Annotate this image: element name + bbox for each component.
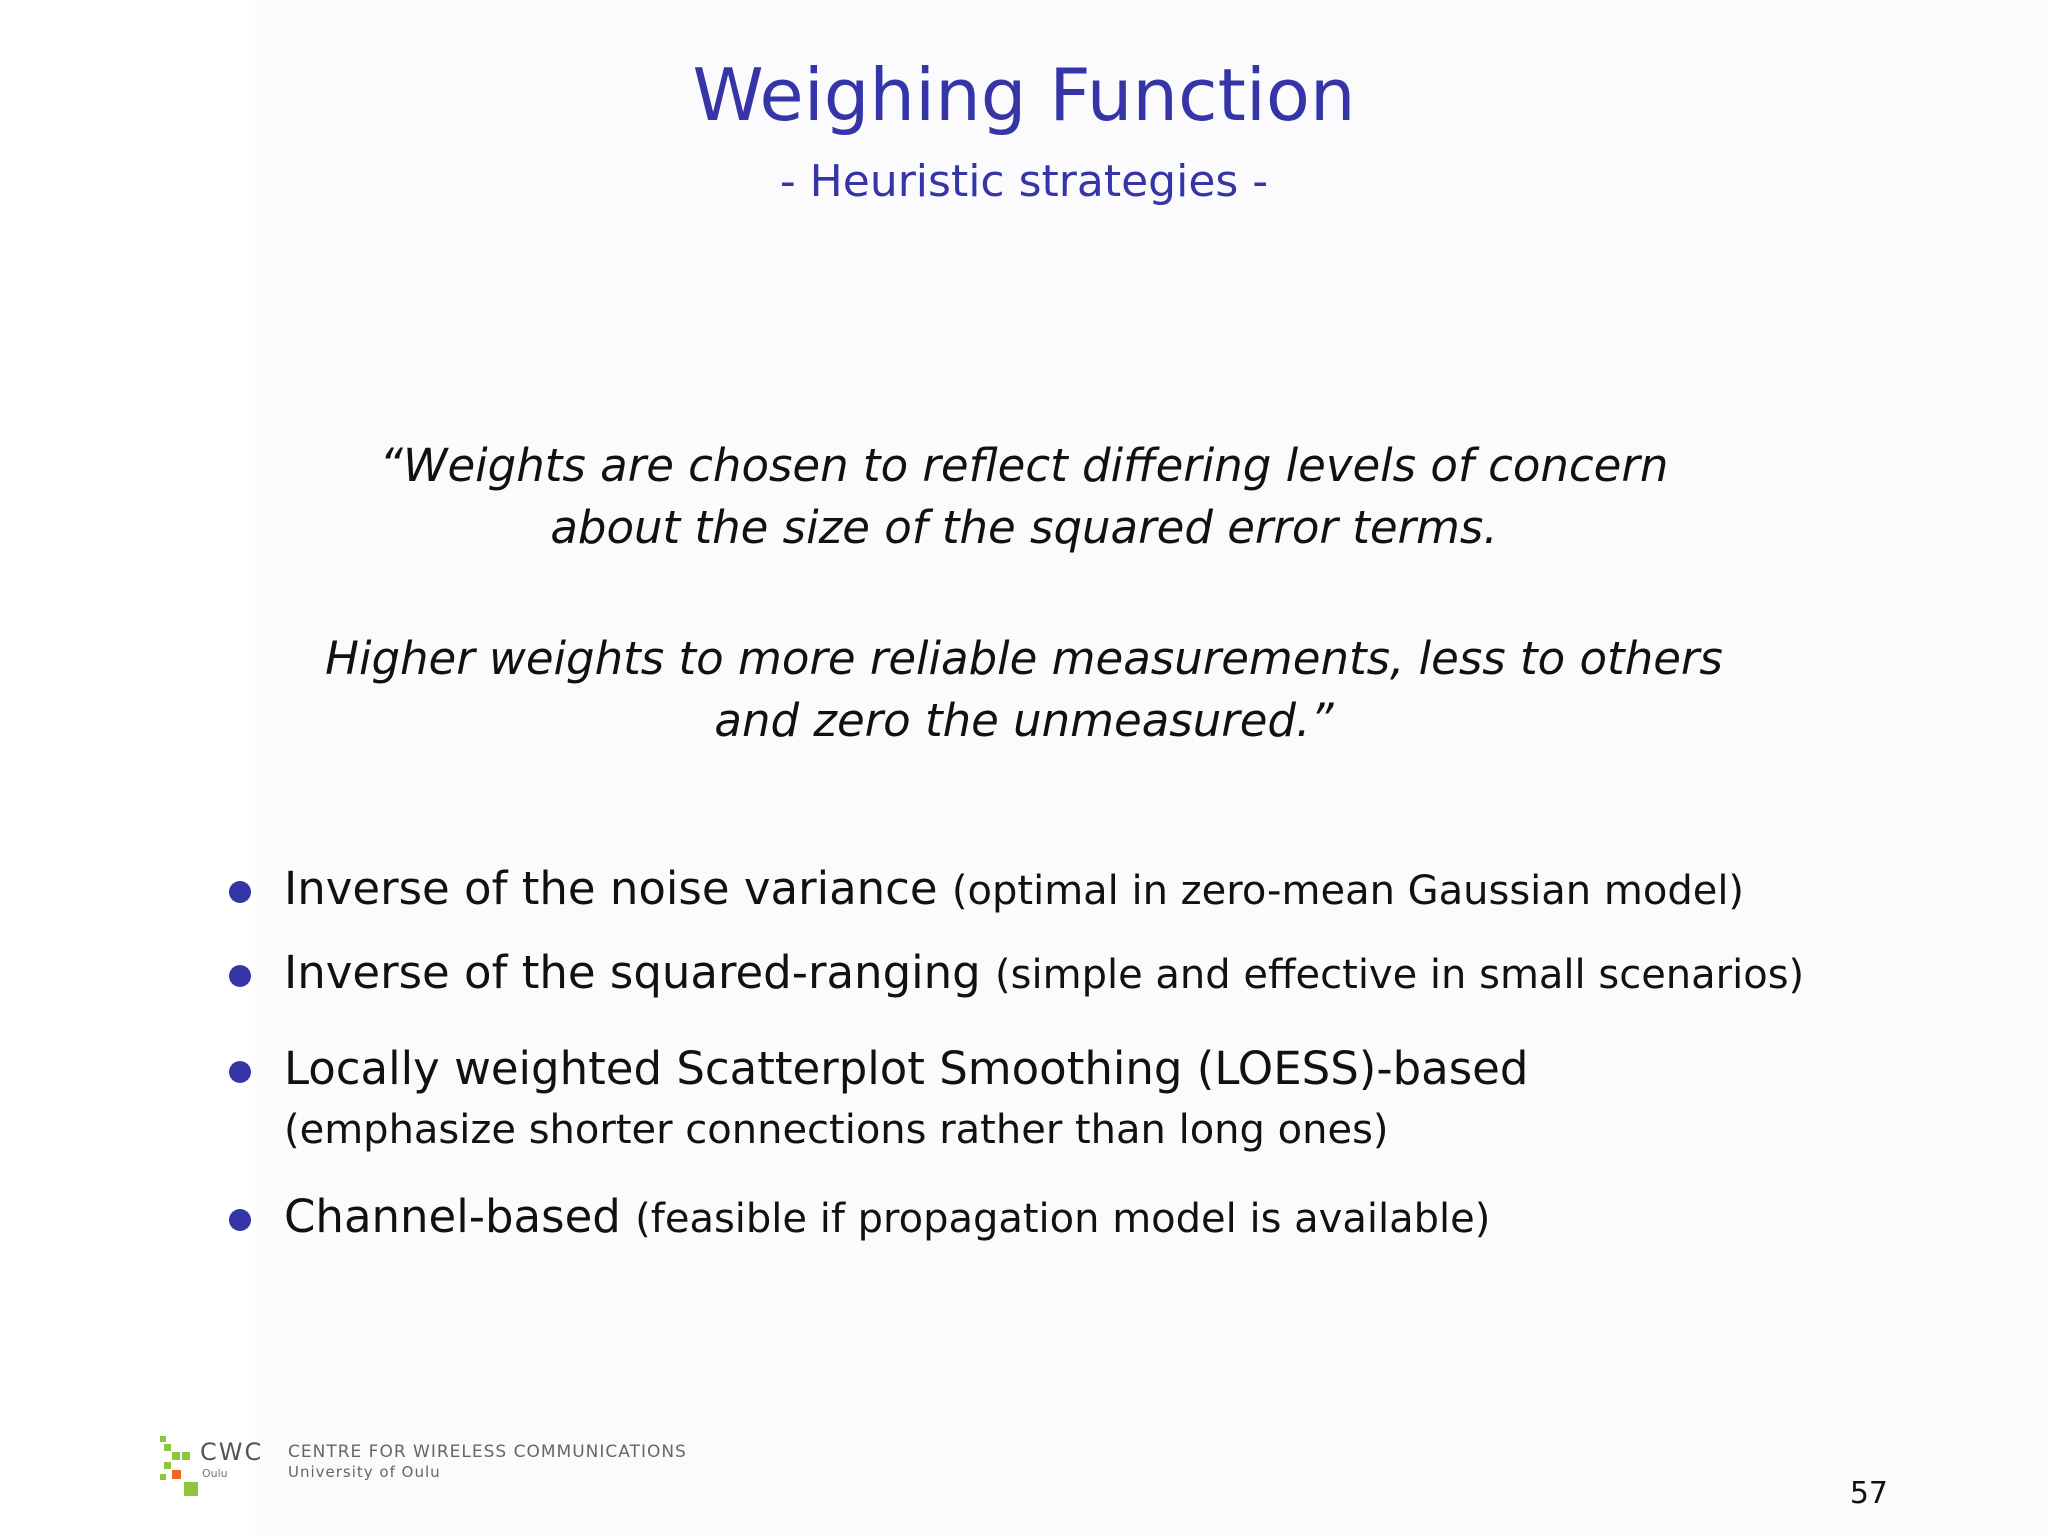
- quote-line: “Weights are chosen to reflect differing levels of concern: [379, 439, 1669, 492]
- bullet-note: (simple and effective in small scenarios): [995, 952, 1805, 998]
- quote-line: about the size of the squared error terms.: [550, 501, 1498, 554]
- logo-abbrev: CWC: [200, 1438, 264, 1466]
- bullet-dot-icon: [229, 1061, 251, 1083]
- logo-city: Oulu: [202, 1467, 228, 1480]
- bullet-main-text: Inverse of the squared-ranging: [284, 946, 981, 999]
- bullet-item: [284, 1186, 2004, 1250]
- page-number: 57: [1849, 1476, 1888, 1511]
- quote-paragraph-1: [0, 435, 2048, 559]
- bullet-main-text: Channel-based: [284, 1190, 621, 1243]
- bullet-item: [284, 858, 2004, 922]
- slide-subtitle: - Heuristic strategies -: [779, 156, 1269, 207]
- slide-title: Weighing Function: [692, 53, 1356, 137]
- bullet-note: (feasible if propagation model is available): [635, 1196, 1491, 1242]
- bullet-main-text: Inverse of the noise variance: [284, 862, 938, 915]
- bullet-item: [284, 1038, 2004, 1160]
- cwc-logo: [158, 1436, 718, 1516]
- bullet-item: [284, 942, 2004, 1006]
- bullet-dot-icon: [229, 1209, 251, 1231]
- org-name: CENTRE FOR WIRELESS COMMUNICATIONS: [288, 1442, 687, 1462]
- bullet-note: (optimal in zero-mean Gaussian model): [951, 868, 1745, 914]
- bullet-main-text: Locally weighted Scatterplot Smoothing (LOESS)-based: [284, 1042, 1529, 1095]
- university-name: University of Oulu: [288, 1463, 441, 1481]
- quote-line: Higher weights to more reliable measurements, less to others: [325, 632, 1723, 685]
- bullet-note: (emphasize shorter connections rather than long ones): [284, 1107, 1389, 1153]
- quote-line: and zero the unmeasured.”: [714, 694, 1334, 747]
- bullet-dot-icon: [229, 881, 251, 903]
- quote-paragraph-2: [0, 628, 2048, 752]
- bullet-dot-icon: [229, 965, 251, 987]
